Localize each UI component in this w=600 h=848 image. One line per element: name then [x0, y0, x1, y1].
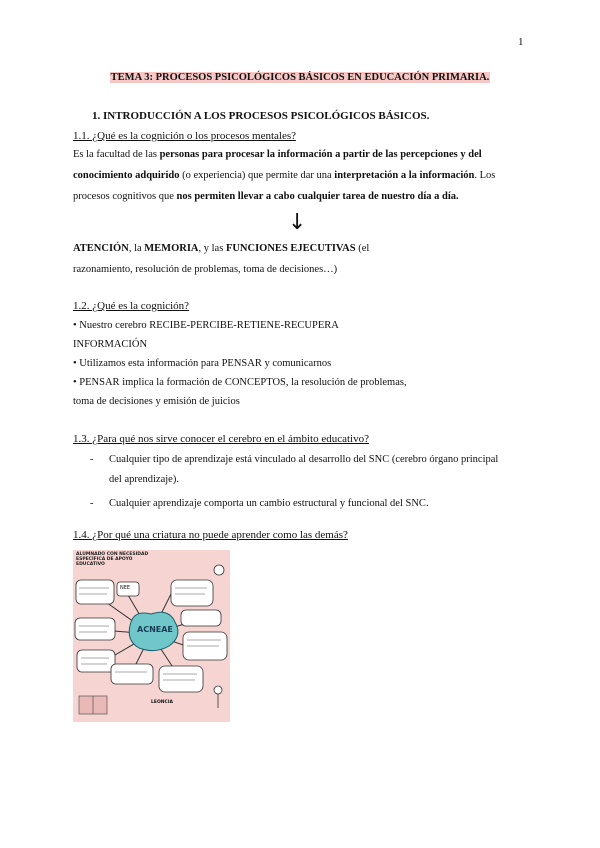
illustration-footer: LEONCIA — [151, 700, 173, 705]
list-item: - Cualquier aprendizaje comporta un cambio estructural y funcional del SNC. — [90, 498, 429, 509]
list-item: toma de decisiones y emisión de juicios — [73, 396, 240, 407]
question-1-4: 1.4. ¿Por qué una criatura no puede aprender como las demás? — [73, 529, 348, 541]
illustration-node-label: NEE — [120, 585, 131, 591]
list-item: - Cualquier tipo de aprendizaje está vinculado al desarrollo del SNC (cerebro órgano principal del aprendizaje). — [90, 454, 499, 485]
list-item: INFORMACIÓN — [73, 339, 148, 350]
list-item: • PENSAR implica la formación de CONCEPTOS, la resolución de problemas, — [73, 377, 407, 388]
bullet-list — [73, 316, 407, 411]
document-title: TEMA 3: PROCESOS PSICOLÓGICOS BÁSICOS EN EDUCACIÓN PRIMARIA. — [110, 72, 490, 83]
list-item: • Utilizamos esta información para PENSAR y comunicarnos — [73, 358, 332, 369]
down-arrow-icon: ↓ — [288, 210, 307, 235]
section-heading: 1. INTRODUCCIÓN A LOS PROCESOS PSICOLÓGICOS BÁSICOS. — [92, 110, 430, 122]
acneae-illustration — [73, 550, 230, 722]
question-1-2: 1.2. ¿Qué es la cognición? — [73, 300, 190, 312]
question-1-1: 1.1. ¿Qué es la cognición o los procesos mentales? — [73, 130, 296, 142]
illustration-header: ALUMNADO CON NECESIDAD ESPECÍFICA DE APOYO EDUCATIVO — [76, 552, 149, 567]
illustration-center-label: ACNEAE — [137, 625, 173, 634]
paragraph-processes: ATENCIÓN, la MEMORIA, y las FUNCIONES EJECUTIVAS (el razonamiento, resolución de problemas, toma de decisiones…) — [73, 243, 370, 275]
page-number: 1 — [518, 36, 524, 48]
question-1-3: 1.3. ¿Para qué nos sirve conocer el cerebro en el ámbito educativo? — [73, 433, 369, 445]
list-item: • Nuestro cerebro RECIBE-PERCIBE-RETIENE-RECUPERA — [73, 320, 339, 331]
paragraph-cognition: Es la facultad de las personas para procesar la información a partir de las percepciones y del conocimiento adquirido (o experiencia) que permite dar una interpretación a la información. Los procesos cognitivos que nos permiten llevar a cabo cualquier tarea de nuestro día a día. — [73, 149, 496, 202]
dash-list — [73, 450, 533, 514]
